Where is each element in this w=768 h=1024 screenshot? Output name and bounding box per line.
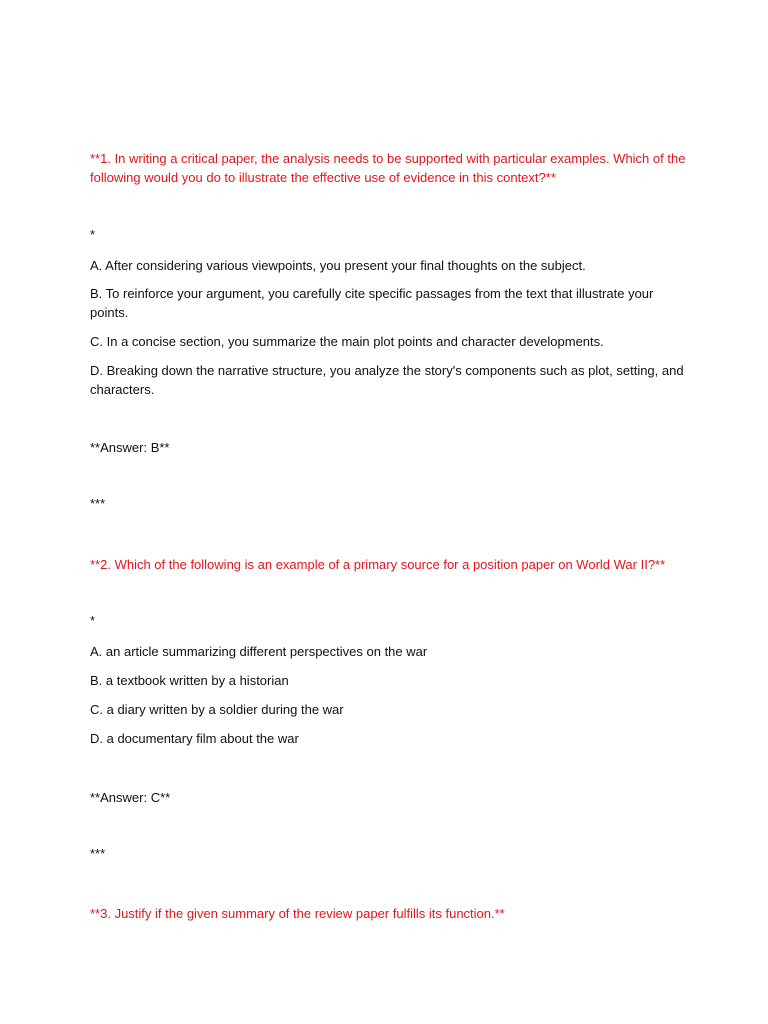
question-2-prompt: **2. Which of the following is an example of a primary source for a position paper on World War II?** xyxy=(90,557,666,572)
question-2-option-b: B. a textbook written by a historian xyxy=(90,673,289,688)
question-2-option-c: C. a diary written by a soldier during the war xyxy=(90,702,344,717)
question-1-prompt: **1. In writing a critical paper, the analysis needs to be supported with particular examples. Which of the following would you do to illustrate the effective use of evidence in this context?** xyxy=(90,151,686,185)
question-1-option-d: D. Breaking down the narrative structure, you analyze the story's components such as plot, setting, and characters. xyxy=(90,363,684,397)
question-2-option-d: D. a documentary film about the war xyxy=(90,731,299,746)
question-3-prompt: **3. Justify if the given summary of the review paper fulfills its function.** xyxy=(90,906,505,921)
question-1-option-c: C. In a concise section, you summarize the main plot points and character developments. xyxy=(90,334,604,349)
question-2-marker: * xyxy=(90,613,96,628)
question-2-answer: **Answer: C** xyxy=(90,790,171,805)
question-1-option-b: B. To reinforce your argument, you carefully cite specific passages from the text that illustrate your points. xyxy=(90,286,654,320)
question-1-option-a: A. After considering various viewpoints, you present your final thoughts on the subject. xyxy=(90,258,586,273)
question-1-marker: * xyxy=(90,227,96,242)
question-1-separator: *** xyxy=(90,496,106,511)
question-2-option-a: A. an article summarizing different perspectives on the war xyxy=(90,644,428,659)
question-2-separator: *** xyxy=(90,846,106,861)
question-1-answer: **Answer: B** xyxy=(90,440,170,455)
